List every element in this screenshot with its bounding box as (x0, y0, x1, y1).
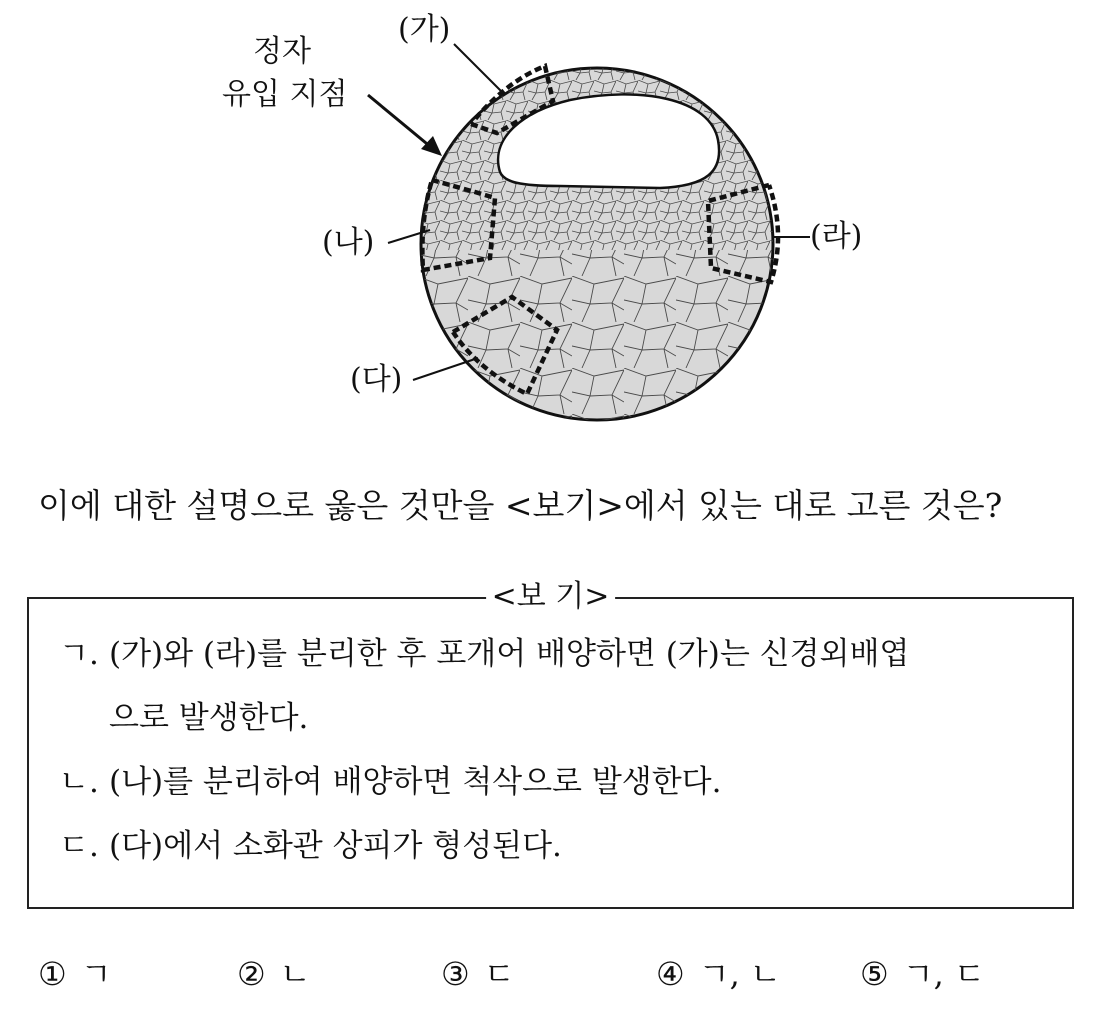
choice-number: ③ (441, 955, 470, 993)
bogi-box (27, 579, 1074, 909)
choice-text: ㄴ (279, 955, 311, 993)
sperm-entry-arrow (368, 95, 432, 148)
label-ga: (가) (398, 12, 451, 47)
choice-5[interactable] (860, 955, 985, 993)
blastula-illustration (0, 0, 1104, 440)
bogi-item-ga (59, 635, 909, 674)
choice-4[interactable] (656, 955, 781, 993)
choice-text: ㄷ (483, 955, 515, 993)
label-na: (나) (322, 225, 375, 260)
choice-text: ㄱ (80, 955, 112, 993)
da-leader-line (413, 358, 478, 380)
bogi-title: <보 기> (486, 579, 616, 615)
label-ra: (라) (810, 219, 863, 254)
bogi-item-marker: ㄴ. (59, 764, 99, 800)
choice-text: ㄱ, ㄴ (698, 955, 781, 993)
choice-3[interactable] (441, 955, 515, 993)
choice-number: ① (38, 955, 67, 993)
bogi-item-marker: ㄱ. (59, 636, 99, 672)
choice-1[interactable] (38, 955, 112, 993)
sperm-entry-arrowhead (421, 136, 442, 156)
bogi-item-ga-continuation: 으로 발생한다. (109, 700, 309, 736)
bogi-item-text: (가)와 (라)를 분리한 후 포개어 배양하면 (가)는 신경외배엽 (109, 636, 910, 672)
bogi-item-text: (나)를 분리하여 배양하면 척삭으로 발생한다. (109, 764, 722, 800)
answer-choices (0, 955, 1104, 1005)
choice-number: ④ (656, 955, 685, 993)
bogi-item-text: (다)에서 소화관 상피가 형성된다. (109, 828, 562, 864)
choice-number: ⑤ (860, 955, 889, 993)
label-da: (다) (350, 362, 403, 397)
ga-leader-line (454, 44, 503, 93)
sperm-entry-label-line2: 유입 지점 (222, 77, 348, 112)
bogi-item-marker: ㄷ. (59, 828, 99, 864)
bogi-item-da (59, 827, 562, 866)
embryo-diagram (0, 0, 1104, 440)
question-text: 이에 대한 설명으로 옳은 것만을 <보기>에서 있는 대로 고른 것은? (38, 486, 1003, 525)
choice-2[interactable] (237, 955, 311, 993)
sperm-entry-label-line1: 정자 (253, 34, 311, 69)
choice-text: ㄱ, ㄷ (902, 955, 985, 993)
bogi-item-na (59, 763, 722, 802)
choice-number: ② (237, 955, 266, 993)
